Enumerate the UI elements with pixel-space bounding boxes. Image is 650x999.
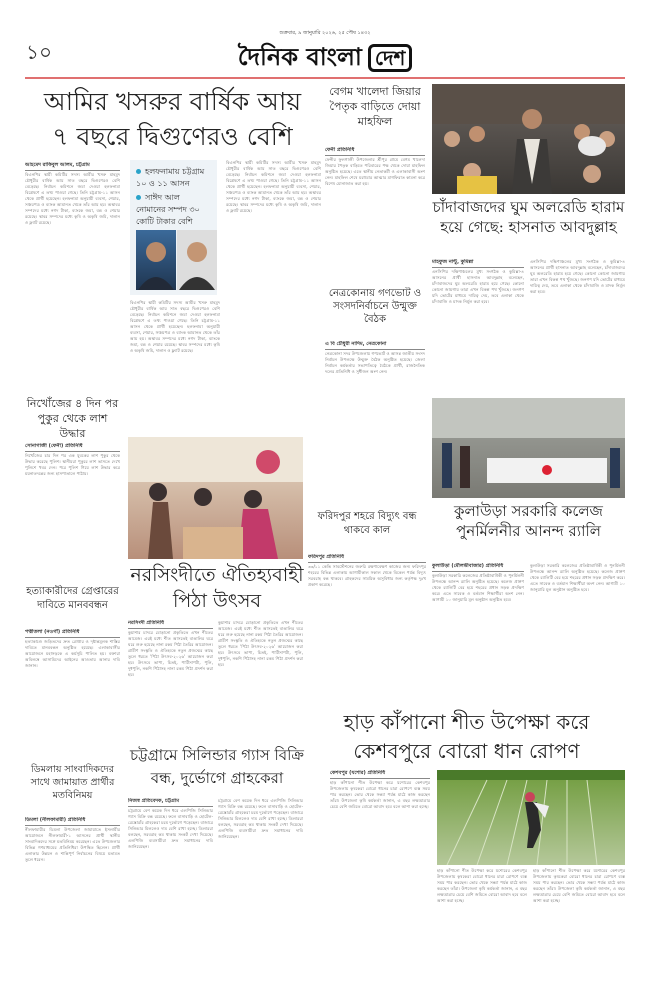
bullet-item: সাঈদ আল নোমানের সম্পদ ৩০ কোটি টাকার বেশি [136, 193, 200, 226]
body-begum: ফেনীর ফুলগাজী উপজেলার শ্রীপুর গ্রামে বেগম খালেদা জিয়ার পৈতৃক বাড়িতে পরিবারের পক্ষ থেকে দোয়া মাহফিল অনুষ্ঠিত হয়েছে। এতে স্থানীয় নেতাকর্মী ও এলাকাবাসী অংশ নেন। মাহফিল শেষে মরহুমার আত্মার মাগফিরাত কামনা করে বিশেষ মোনাজাত করা হয়। [325, 157, 425, 186]
headline-gas[interactable] [128, 744, 306, 792]
photo-hasnat-rally [432, 84, 625, 194]
photo-kulaura-rally [432, 398, 625, 498]
headline-gas-line1: চট্টগ্রামে সিলিন্ডার গ্যাস বিক্রি [130, 746, 304, 764]
headline-amir[interactable] [25, 84, 320, 156]
body-boro-col3: হাড় কাঁপানো শীত উপেক্ষা করে যশোরের কেশবপুর উপজেলায় কৃষকেরা বোরো ধানের চারা রোপণে ব্যস্ত সময় পার করছেন। ভোর থেকে সন্ধ্যা পর্যন্ত মাঠে কাজ করছেন তাঁরা। উপজেলা কৃষি কর্মকর্তা জানান, এ বছর লক্ষ্যমাত্রার চেয়ে বেশি জমিতে বোরো আবাদ হবে বলে আশা করা হচ্ছে। [533, 868, 625, 903]
body-dimla: নীলফামারীর ডিমলা উপজেলা জামায়াতে ইসলামীর আয়োজনে নীলফামারী-১ আসনের প্রার্থী স্থানীয় সাংবাদিকদের সঙ্গে মতবিনিময় করেছেন। এতে উপজেলার বিভিন্ন গণমাধ্যমের প্রতিনিধিরা উপস্থিত ছিলেন। প্রার্থী এলাকার উন্নয়ন ও শান্তিপূর্ণ নির্বাচনের বিষয়ে মতামত তুলে ধরেন। [25, 827, 120, 862]
byline-hasnat: মাহফুজ নান্টু, কুমিল্লা [432, 259, 524, 268]
headline-netrokona[interactable]: নেত্রকোনায় গণভোট ও সংসদনির্বাচনে উন্মুক্ত বৈঠক [328, 288, 422, 325]
headline-amir-line2: ৭ বছরে দ্বিগুণেরও বেশি [52, 122, 293, 151]
body-faridpur: ৩৩/১১ কেভি সাবস্টেশনের জরুরি রক্ষণাবেক্ষণ কাজের জন্য ফরিদপুর শহরের বিভিন্ন এলাকায় আগামীকাল সকাল থেকে বিকেল পর্যন্ত বিদ্যুৎ সরবরাহ বন্ধ থাকবে। গ্রাহকদের সাময়িক অসুবিধার জন্য কর্তৃপক্ষ দুঃখ প্রকাশ করেছে। [308, 564, 426, 587]
body-amir-col2: বিএনপির স্থায়ী কমিটির সদস্য আমীর খসরু মাহমুদ চৌধুরীর বার্ষিক আয় সাত বছরে দ্বিগুণেরও বেশি বেড়েছে। নির্বাচন কমিশনে জমা দেওয়া হলফনামা বিশ্লেষণে এ তথ্য পাওয়া গেছে। তিনি চট্টগ্রাম-১১ আসন থেকে প্রার্থী হয়েছেন। হলফনামা অনুযায়ী ব্যবসা, শেয়ার, সঞ্চয়পত্র ও ব্যাংক আমানত থেকে তাঁর আয় হয়। অস্থাবর সম্পদের মধ্যে নগদ টাকা, ব্যাংকে জমা, বন্ড ও শেয়ার রয়েছে। স্থাবর সম্পদের মধ্যে কৃষি ও অকৃষি জমি, দালান ও ফ্ল্যাট রয়েছে। [130, 300, 220, 353]
photo-pitha-festival [128, 437, 303, 559]
body-boro-col1: হাড় কাঁপানো শীত উপেক্ষা করে যশোরের কেশবপুর উপজেলায় কৃষকেরা বোরো ধানের চারা রোপণে ব্যস্ত সময় পার করছেন। ভোর থেকে সন্ধ্যা পর্যন্ত মাঠে কাজ করছেন তাঁরা। উপজেলা কৃষি কর্মকর্তা জানান, এ বছর লক্ষ্যমাত্রার চেয়ে বেশি জমিতে বোরো আবাদ হবে বলে আশা করা হচ্ছে। [330, 780, 430, 809]
headline-kulaura[interactable]: কুলাউড়া সরকারি কলেজ পুনর্মিলনীর আনন্দ র‍্যালি [454, 502, 603, 540]
headline-faridpur[interactable]: ফরিদপুর শহরে বিদ্যুৎ বন্ধ থাকবে কাল [317, 511, 417, 536]
byline-manobbondhon: পত্নীতলা (নওগাঁ) প্রতিনিধি [25, 629, 120, 638]
byline-netrokona: এ বি চৌধুরী নাদিম, নেত্রকোনা [325, 341, 425, 350]
person-portrait-icon [136, 230, 176, 290]
body-gas-col2: চট্টগ্রামে বেশ কয়েক দিন ধরে এলপিজি সিলিন্ডার গ্যাস বিক্রি বন্ধ রয়েছে। ফলে বাসাবাড়ি ও হোটেল-রেস্তোরাঁর গ্রাহকেরা চরম দুর্ভোগে পড়েছেন। বাজারে সিলিন্ডার মিললেও দাম বেশি রাখা হচ্ছে। ডিলাররা বলছেন, সরবরাহ কম থাকায় সংকট দেখা দিয়েছে। এলপিজি ব্যবসায়ীরা দ্রুত সমাধানের দাবি জানিয়েছেন। [218, 798, 303, 839]
masthead-logo-box: দেশ [368, 44, 412, 72]
body-kulaura-col2: কুলাউড়া সরকারি কলেজের প্রতিষ্ঠাবার্ষিকী ও পুনর্মিলনী উপলক্ষে আনন্দ র‍্যালি অনুষ্ঠিত হয়েছে। কলেজ প্রাঙ্গণ থেকে র‍্যালিটি বের হয়ে শহরের প্রধান সড়ক প্রদক্ষিণ করে। এতে সাবেক ও বর্তমান শিক্ষার্থীরা অংশ নেন। আগামী ১০ জানুয়ারি মূল অনুষ্ঠান অনুষ্ঠিত হবে। [530, 563, 625, 592]
body-hasnat-col1: এনসিপির দক্ষিণাঞ্চলের মুখ্য সংগঠক ও কুমিল্লা-৪ আসনের প্রার্থী হাসনাত আবদুল্লাহ বলেছেন, চাঁদাবাজদের ঘুম অলরেডি হারাম হয়ে গেছে। কোনো কোনো জায়গায় তারা এখন বিকল্প পথ খুঁজছে। জনগণ যদি ভোটের মাধ্যমে দায়িত্ব দেয়, তবে এলাকা থেকে চাঁদাবাজি ও মাদক নির্মূল করা হবে। [432, 269, 524, 304]
body-pukur: নিখোঁজের চার দিন পর এক যুবকের লাশ পুকুর থেকে উদ্ধার করেছে পুলিশ। স্থানীয়রা পুকুরে লাশ ভাসতে দেখে পুলিশে খবর দেন। পরে পুলিশ গিয়ে লাশ উদ্ধার করে ময়নাতদন্তের জন্য হাসপাতালে পাঠায়। [25, 453, 120, 476]
byline-faridpur: ফরিদপুর প্রতিনিধি [308, 554, 426, 563]
headline-pitha[interactable] [128, 562, 306, 616]
byline-pukur: সোনাগাজী (ফেনী) প্রতিনিধি [25, 443, 120, 452]
headline-dimla[interactable]: ডিমলায় সাংবাদিকদের সাথে জামায়াত প্রার্থীর মতবিনিময় [30, 764, 115, 801]
headline-boro-line2: কেশবপুরে বোরো ধান রোপণ [353, 739, 580, 763]
byline-boro: কেশবপুর (যশোর) প্রতিনিধি [330, 770, 430, 779]
byline-begum: ফেনী প্রতিনিধি [325, 147, 425, 156]
headline-pitha-line2: পিঠা উৎসব [172, 590, 262, 612]
rally-photo-icon [432, 398, 625, 498]
byline-dimla: ডিমলা (নীলফামারী) প্রতিনিধি [25, 817, 120, 826]
masthead [0, 42, 650, 72]
masthead-title: দৈনিক বাংলা [237, 43, 362, 71]
rice-field-photo-icon [437, 770, 625, 865]
body-kulaura-col1: কুলাউড়া সরকারি কলেজের প্রতিষ্ঠাবার্ষিকী ও পুনর্মিলনী উপলক্ষে আনন্দ র‍্যালি অনুষ্ঠিত হয়েছে। কলেজ প্রাঙ্গণ থেকে র‍্যালিটি বের হয়ে শহরের প্রধান সড়ক প্রদক্ষিণ করে। এতে সাবেক ও বর্তমান শিক্ষার্থীরা অংশ নেন। আগামী ১০ জানুয়ারি মূল অনুষ্ঠান অনুষ্ঠিত হবে। [432, 573, 524, 602]
photo-boro-planting [437, 770, 625, 865]
bullet-dot-icon [136, 195, 141, 200]
crowd-photo-icon [432, 84, 625, 194]
photo-amir-khasru [136, 230, 176, 290]
headline-pitha-line1: নরসিংদীতে ঐতিহ্যবাহী [130, 564, 304, 586]
festival-photo-icon [128, 437, 303, 559]
headline-pukur[interactable]: নিখোঁজের ৪ দিন পর পুকুর থেকে লাশ উদ্ধার [26, 397, 119, 440]
body-amir-col3: বিএনপির স্থায়ী কমিটির সদস্য আমীর খসরু মাহমুদ চৌধুরীর বার্ষিক আয় সাত বছরে দ্বিগুণেরও বেশি বেড়েছে। নির্বাচন কমিশনে জমা দেওয়া হলফনামা বিশ্লেষণে এ তথ্য পাওয়া গেছে। তিনি চট্টগ্রাম-১১ আসন থেকে প্রার্থী হয়েছেন। হলফনামা অনুযায়ী ব্যবসা, শেয়ার, সঞ্চয়পত্র ও ব্যাংক আমানত থেকে তাঁর আয় হয়। অস্থাবর সম্পদের মধ্যে নগদ টাকা, ব্যাংকে জমা, বন্ড ও শেয়ার রয়েছে। স্থাবর সম্পদের মধ্যে কৃষি ও অকৃষি জমি, দালান ও ফ্ল্যাট রয়েছে। [226, 160, 321, 213]
photo-saeed-noman [177, 230, 217, 290]
headline-amir-line1: আমির খসরুর বার্ষিক আয় [43, 87, 302, 116]
byline-amir: আহমেদ রাকিবুল আলম, চট্টগ্রাম [25, 162, 120, 171]
headline-boro[interactable] [308, 708, 625, 766]
page-number: ১০ [26, 40, 52, 64]
body-pitha-col2: কুয়াশার চাদরে মোড়ানো প্রকৃতিতে এখন শীতের আমেজ। এরই মধ্যে শীত আসতেই বাঙালির ঘরে ঘরে শুরু হয়েছে নানা রকম পিঠা তৈরির আয়োজন। গ্রামীণ সংস্কৃতি ও ঐতিহ্যকে নতুন প্রজন্মের কাছে তুলে ধরতে 'পিঠা উৎসব-২০২৬' আয়োজন করা হয়। উৎসবে ভাপা, চিতই, পাটিসাপটা, পুলি, দুধপুলি, নকশি পিঠাসহ নানা রকম পিঠা প্রদর্শন করা হয়। [218, 620, 303, 667]
byline-gas: নিজস্ব প্রতিবেদক, চট্টগ্রাম [128, 798, 213, 807]
body-boro-col2: হাড় কাঁপানো শীত উপেক্ষা করে যশোরের কেশবপুর উপজেলায় কৃষকেরা বোরো ধানের চারা রোপণে ব্যস্ত সময় পার করছেন। ভোর থেকে সন্ধ্যা পর্যন্ত মাঠে কাজ করছেন তাঁরা। উপজেলা কৃষি কর্মকর্তা জানান, এ বছর লক্ষ্যমাত্রার চেয়ে বেশি জমিতে বোরো আবাদ হবে বলে আশা করা হচ্ছে। [437, 868, 527, 903]
body-manobbondhon: হত্যাকাণ্ডে জড়িতদের দ্রুত গ্রেপ্তার ও দৃষ্টান্তমূলক শাস্তির দাবিতে মানববন্ধন অনুষ্ঠিত হয়েছে। এলাকাবাসীর আয়োজনে মহাসড়কে এ কর্মসূচি পালিত হয়। বক্তারা অবিলম্বে আসামিদের আইনের আওতায় আনার দাবি জানান। [25, 639, 120, 668]
body-amir-col1: বিএনপির স্থায়ী কমিটির সদস্য আমীর খসরু মাহমুদ চৌধুরীর বার্ষিক আয় সাত বছরে দ্বিগুণেরও বেশি বেড়েছে। নির্বাচন কমিশনে জমা দেওয়া হলফনামা বিশ্লেষণে এ তথ্য পাওয়া গেছে। তিনি চট্টগ্রাম-১১ আসন থেকে প্রার্থী হয়েছেন। হলফনামা অনুযায়ী ব্যবসা, শেয়ার, সঞ্চয়পত্র ও ব্যাংক আমানত থেকে তাঁর আয় হয়। অস্থাবর সম্পদের মধ্যে নগদ টাকা, ব্যাংকে জমা, বন্ড ও শেয়ার রয়েছে। স্থাবর সম্পদের মধ্যে কৃষি ও অকৃষি জমি, দালান ও ফ্ল্যাট রয়েছে। [25, 172, 120, 225]
dateline: শুক্রবার, ৯ জানুয়ারি ২০২৬, ২৫ পৌষ ১৪৩২ [279, 30, 371, 36]
body-hasnat-col2: এনসিপির দক্ষিণাঞ্চলের মুখ্য সংগঠক ও কুমিল্লা-৪ আসনের প্রার্থী হাসনাত আবদুল্লাহ বলেছেন, চাঁদাবাজদের ঘুম অলরেডি হারাম হয়ে গেছে। কোনো কোনো জায়গায় তারা এখন বিকল্প পথ খুঁজছে। জনগণ যদি ভোটের মাধ্যমে দায়িত্ব দেয়, তবে এলাকা থেকে চাঁদাবাজি ও মাদক নির্মূল করা হবে। [530, 259, 625, 294]
headline-hasnat[interactable]: চাঁদাবাজদের ঘুম অলরেডি হারাম হয়ে গেছে: হাসনাত আবদুল্লাহ [432, 198, 625, 236]
bullet-item: হলফনামায় চট্টগ্রাম ১০ ও ১১ আসন [136, 167, 205, 188]
byline-pitha: নরসিংদী প্রতিনিধি [128, 620, 213, 629]
body-gas-col1: চট্টগ্রামে বেশ কয়েক দিন ধরে এলপিজি সিলিন্ডার গ্যাস বিক্রি বন্ধ রয়েছে। ফলে বাসাবাড়ি ও হোটেল-রেস্তোরাঁর গ্রাহকেরা চরম দুর্ভোগে পড়েছেন। বাজারে সিলিন্ডার মিললেও দাম বেশি রাখা হচ্ছে। ডিলাররা বলছেন, সরবরাহ কম থাকায় সংকট দেখা দিয়েছে। এলপিজি ব্যবসায়ীরা দ্রুত সমাধানের দাবি জানিয়েছেন। [128, 808, 213, 849]
headline-gas-line2: বন্ধ, দুর্ভোগে গ্রাহকেরা [150, 769, 284, 787]
masthead-divider [25, 77, 625, 79]
byline-kulaura: কুলাউড়া (মৌলভীবাজার) প্রতিনিধি [432, 563, 524, 572]
headline-begum[interactable]: বেগম খালেদা জিয়ার পৈতৃক বাড়িতে দোয়া মাহফিল [329, 85, 421, 128]
bullet-dot-icon [136, 169, 141, 174]
body-netrokona: নেত্রকোনা সদর উপজেলায় গণভোট ও আসন্ন জাতীয় সংসদ নির্বাচন উপলক্ষে উন্মুক্ত বৈঠক অনুষ্ঠিত হয়েছে। জেলা নির্বাচন কর্মকর্তার সভাপতিত্বে বৈঠকে প্রার্থী, রাজনৈতিক দলের প্রতিনিধি ও সুধীজন অংশ নেন। [325, 351, 425, 374]
body-pitha-col1: কুয়াশার চাদরে মোড়ানো প্রকৃতিতে এখন শীতের আমেজ। এরই মধ্যে শীত আসতেই বাঙালির ঘরে ঘরে শুরু হয়েছে নানা রকম পিঠা তৈরির আয়োজন। গ্রামীণ সংস্কৃতি ও ঐতিহ্যকে নতুন প্রজন্মের কাছে তুলে ধরতে 'পিঠা উৎসব-২০২৬' আয়োজন করা হয়। উৎসবে ভাপা, চিতই, পাটিসাপটা, পুলি, দুধপুলি, নকশি পিঠাসহ নানা রকম পিঠা প্রদর্শন করা হয়। [128, 630, 213, 677]
headline-boro-line1: হাড় কাঁপানো শীত উপেক্ষা করে [343, 710, 590, 734]
headline-manobbondhon[interactable]: হত্যাকারীদের গ্রেপ্তারের দাবিতে মানববন্ধন [26, 586, 119, 611]
person-portrait-icon [177, 230, 217, 290]
